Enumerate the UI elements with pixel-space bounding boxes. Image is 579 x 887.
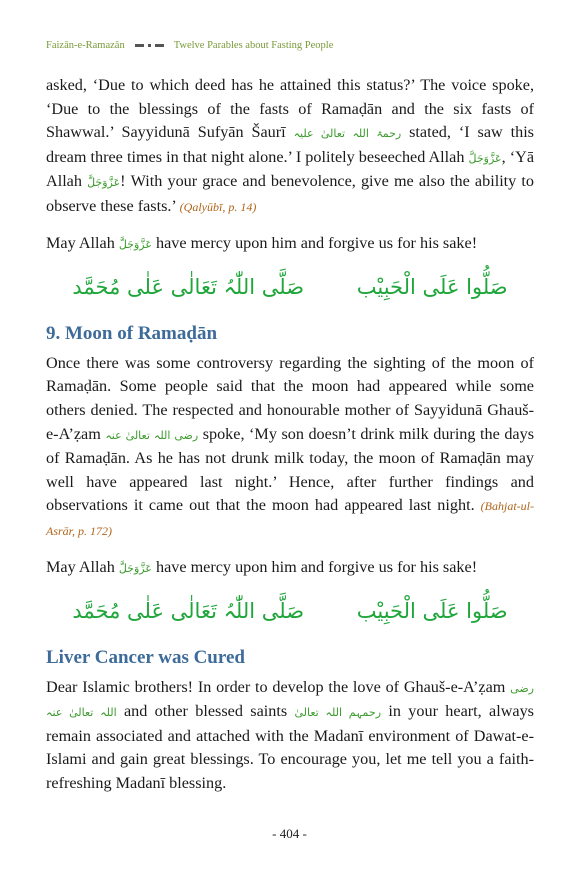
paragraph-liver: Dear Islamic brothers! In order to develop the love of Ghauš-e-A’ẓam رضی اللہ تعالیٰ عنہ and other blessed saints رحمہم اللہ تعالیٰ in your heart, always remain associated and attached with the Madanī environment of Dawat-e-Islami and gain great blessings. To encourage you, let me tell you a faith-refreshing Madanī blessing. xyxy=(46,677,534,793)
page-body xyxy=(46,74,534,796)
honorific: رضی اللہ تعالیٰ عنہ xyxy=(105,428,199,442)
blessing-left: صَلَّی اللّٰہُ تَعَالٰی عَلٰی مُحَمَّد xyxy=(72,599,305,624)
blessing-right: صَلُّوا عَلَی الْحَبِیْب xyxy=(356,599,508,624)
honorific: رحمہم اللہ تعالیٰ xyxy=(294,706,382,720)
chapter-title: Twelve Parables about Fasting People xyxy=(173,40,334,51)
mercy-line: May Allah عَزَّوَجَلَّ have mercy upon him and forgive us for his sake! xyxy=(46,557,478,576)
honorific: عَزَّوَجَلَّ xyxy=(118,237,152,251)
page-number: - 404 - xyxy=(272,826,307,841)
paragraph-dream: asked, ‘Due to which deed has he attained this status?’ The voice spoke, ‘Due to the blessings of the fasts of Ramaḍān and the six fasts of Shawwal.’ Sayyidunā Sufyān Šaurī رحمۃ اللہ تعالیٰ علیہ stated, ‘I saw this dream three times in that night alone.’ I politely beseeched Allah عَزَّوَجَلَّ, ‘Yā Allah عَزَّوَجَلَّ! With your grace and benevolence, give me also the ability to observe these fasts.’ (Qalyūbī, p. 14) xyxy=(46,76,535,215)
section-heading: Liver Cancer was Cured xyxy=(46,647,245,669)
section-heading: 9. Moon of Ramaḍān xyxy=(46,323,218,345)
honorific: عَزَّوَجَلَّ xyxy=(87,176,121,190)
book-title: Faizān-e-Ramazān xyxy=(46,40,125,51)
paragraph-moon: Once there was some controversy regarding the sighting of the moon of Ramaḍān. Some people said that the moon had appeared while some others denied. The respected and honourable mother of Sayyidunā Ghauš-e-A’ẓam رضی اللہ تعالیٰ عنہ spoke, ‘My son doesn’t drink milk during the days of Ramaḍān. As he has not drunk milk today, the moon of Ramaḍān may well have appeared last night.’ Hence, after further findings and observations it came out that the moon had appeared last night. (Bahjat-ul-Asrār, p. 172) xyxy=(46,353,534,538)
citation: (Qalyūbī, p. 14) xyxy=(179,199,257,214)
blessing-left: صَلَّی اللّٰہُ تَعَالٰی عَلٰی مُحَمَّد xyxy=(72,275,305,300)
header-separator xyxy=(135,44,164,47)
blessing-right: صَلُّوا عَلَی الْحَبِیْب xyxy=(356,275,508,300)
blessing-calligraphy xyxy=(46,262,534,314)
honorific: عَزَّوَجَلَّ xyxy=(468,151,502,165)
citation: (Bahjat-ul-Asrār, p. 172) xyxy=(46,499,534,538)
honorific: رضی اللہ تعالیٰ عنہ xyxy=(46,681,534,720)
running-header xyxy=(46,40,539,51)
blessing-calligraphy xyxy=(46,586,534,638)
honorific: عَزَّوَجَلَّ xyxy=(118,561,152,575)
honorific: رحمۃ اللہ تعالیٰ علیہ xyxy=(293,127,402,141)
mercy-line: May Allah عَزَّوَجَلَّ have mercy upon him and forgive us for his sake! xyxy=(46,233,478,252)
